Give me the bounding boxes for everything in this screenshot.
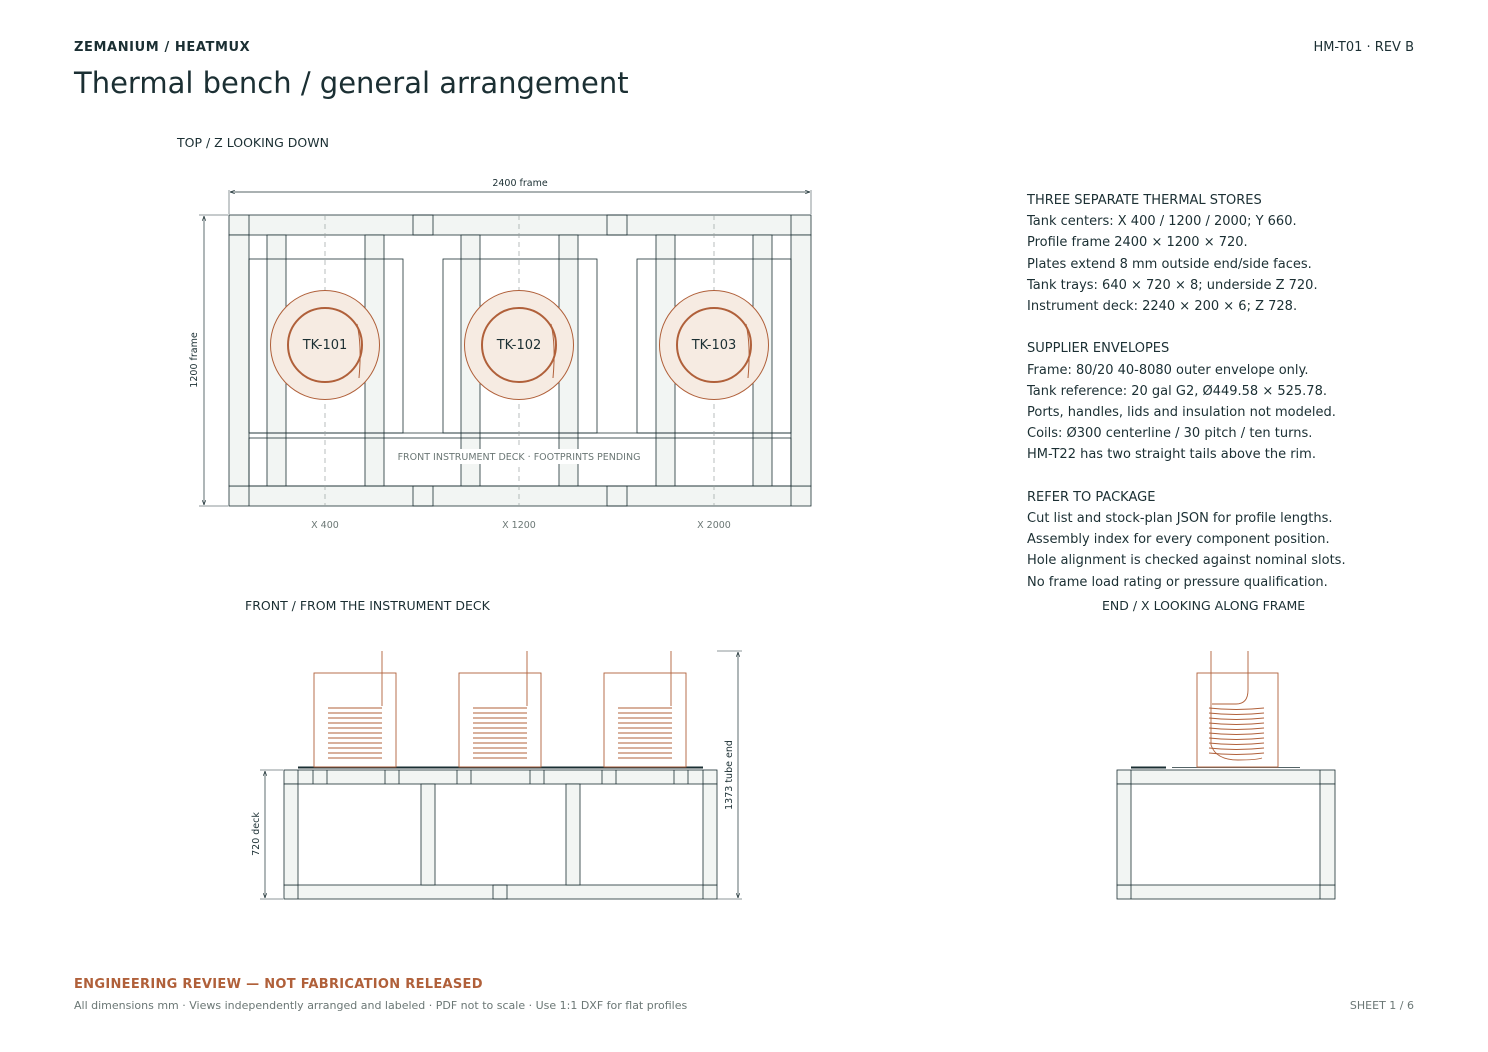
- tank-label: TK-102: [496, 338, 542, 353]
- notes-line: Coils: Ø300 centerline / 30 pitch / ten turns.: [1027, 426, 1313, 442]
- notes-line: Ports, handles, lids and insulation not modeled.: [1027, 405, 1336, 421]
- top-width-dimension-label: 2400 frame: [492, 178, 548, 189]
- sheet-number: SHEET 1 / 6: [1349, 999, 1414, 1012]
- frame-rail-rear: [229, 215, 811, 235]
- front-view-label: FRONT / FROM THE INSTRUMENT DECK: [245, 598, 490, 613]
- front-tube-dimension-label: 1373 tube end: [724, 740, 735, 810]
- notes-line: Hole alignment is checked against nominal slots.: [1027, 553, 1346, 569]
- review-status: ENGINEERING REVIEW — NOT FABRICATION RELEASED: [74, 977, 483, 992]
- x-station-label: X 400: [311, 520, 339, 531]
- brand-title: ZEMANIUM / HEATMUX: [74, 40, 251, 55]
- end-view: [1117, 651, 1335, 899]
- notes-line: Plates extend 8 mm outside end/side faces.: [1027, 256, 1312, 272]
- notes-line: Tank trays: 640 × 720 × 8; underside Z 720.: [1027, 277, 1318, 293]
- end-view-label: END / X LOOKING ALONG FRAME: [1102, 598, 1306, 613]
- notes-line: Frame: 80/20 40-8080 outer envelope only.: [1027, 362, 1309, 378]
- front-tank-3: [604, 651, 686, 767]
- top-width-dimension: [229, 190, 811, 214]
- frame-post-right: [791, 235, 811, 486]
- front-deck-dimension-label: 720 deck: [251, 812, 262, 856]
- notes-heading: SUPPLIER ENVELOPES: [1027, 341, 1170, 357]
- front-tank-2: [459, 651, 541, 767]
- frame-rail-front: [229, 486, 811, 506]
- footer-note: All dimensions mm · Views independently arranged and labeled · PDF not to scale · Use 1:1 DXF for flat profiles: [74, 999, 688, 1012]
- deck-note: FRONT INSTRUMENT DECK · FOOTPRINTS PENDING: [397, 452, 641, 463]
- top-view: [189, 178, 811, 531]
- notes-line: Profile frame 2400 × 1200 × 720.: [1027, 235, 1248, 251]
- notes-panel: [1027, 190, 1427, 593]
- frame-post-left: [229, 235, 249, 486]
- document-id: HM-T01 · REV B: [1313, 40, 1414, 55]
- notes-line: Cut list and stock-plan JSON for profile lengths.: [1027, 511, 1333, 527]
- front-view: [251, 651, 742, 899]
- notes-line: No frame load rating or pressure qualification.: [1027, 574, 1328, 590]
- notes-group-supplier-envelopes: [1027, 338, 1427, 465]
- notes-heading: THREE SEPARATE THERMAL STORES: [1027, 193, 1262, 208]
- notes-line: Tank reference: 20 gal G2, Ø449.58 × 525.78.: [1027, 383, 1327, 399]
- top-depth-dimension-label: 1200 frame: [189, 332, 200, 388]
- notes-group-refer-to-package: [1027, 487, 1427, 593]
- end-tank: [1197, 651, 1278, 767]
- front-tank-1: [314, 651, 396, 767]
- notes-line: Instrument deck: 2240 × 200 × 6; Z 728.: [1027, 299, 1298, 315]
- x-station-label: X 2000: [697, 520, 731, 531]
- notes-heading: REFER TO PACKAGE: [1027, 489, 1156, 505]
- top-depth-dimension: [199, 215, 228, 506]
- notes-group-thermal-stores: [1027, 190, 1427, 317]
- notes-line: Tank centers: X 400 / 1200 / 2000; Y 660.: [1027, 214, 1297, 230]
- page-title: Thermal bench / general arrangement: [74, 66, 629, 100]
- tank-label: TK-103: [691, 338, 737, 353]
- notes-line: Assembly index for every component position.: [1027, 532, 1330, 548]
- top-view-label: TOP / Z LOOKING DOWN: [177, 135, 329, 150]
- notes-line: HM-T22 has two straight tails above the rim.: [1027, 447, 1316, 463]
- tank-label: TK-101: [302, 338, 348, 353]
- x-station-label: X 1200: [502, 520, 536, 531]
